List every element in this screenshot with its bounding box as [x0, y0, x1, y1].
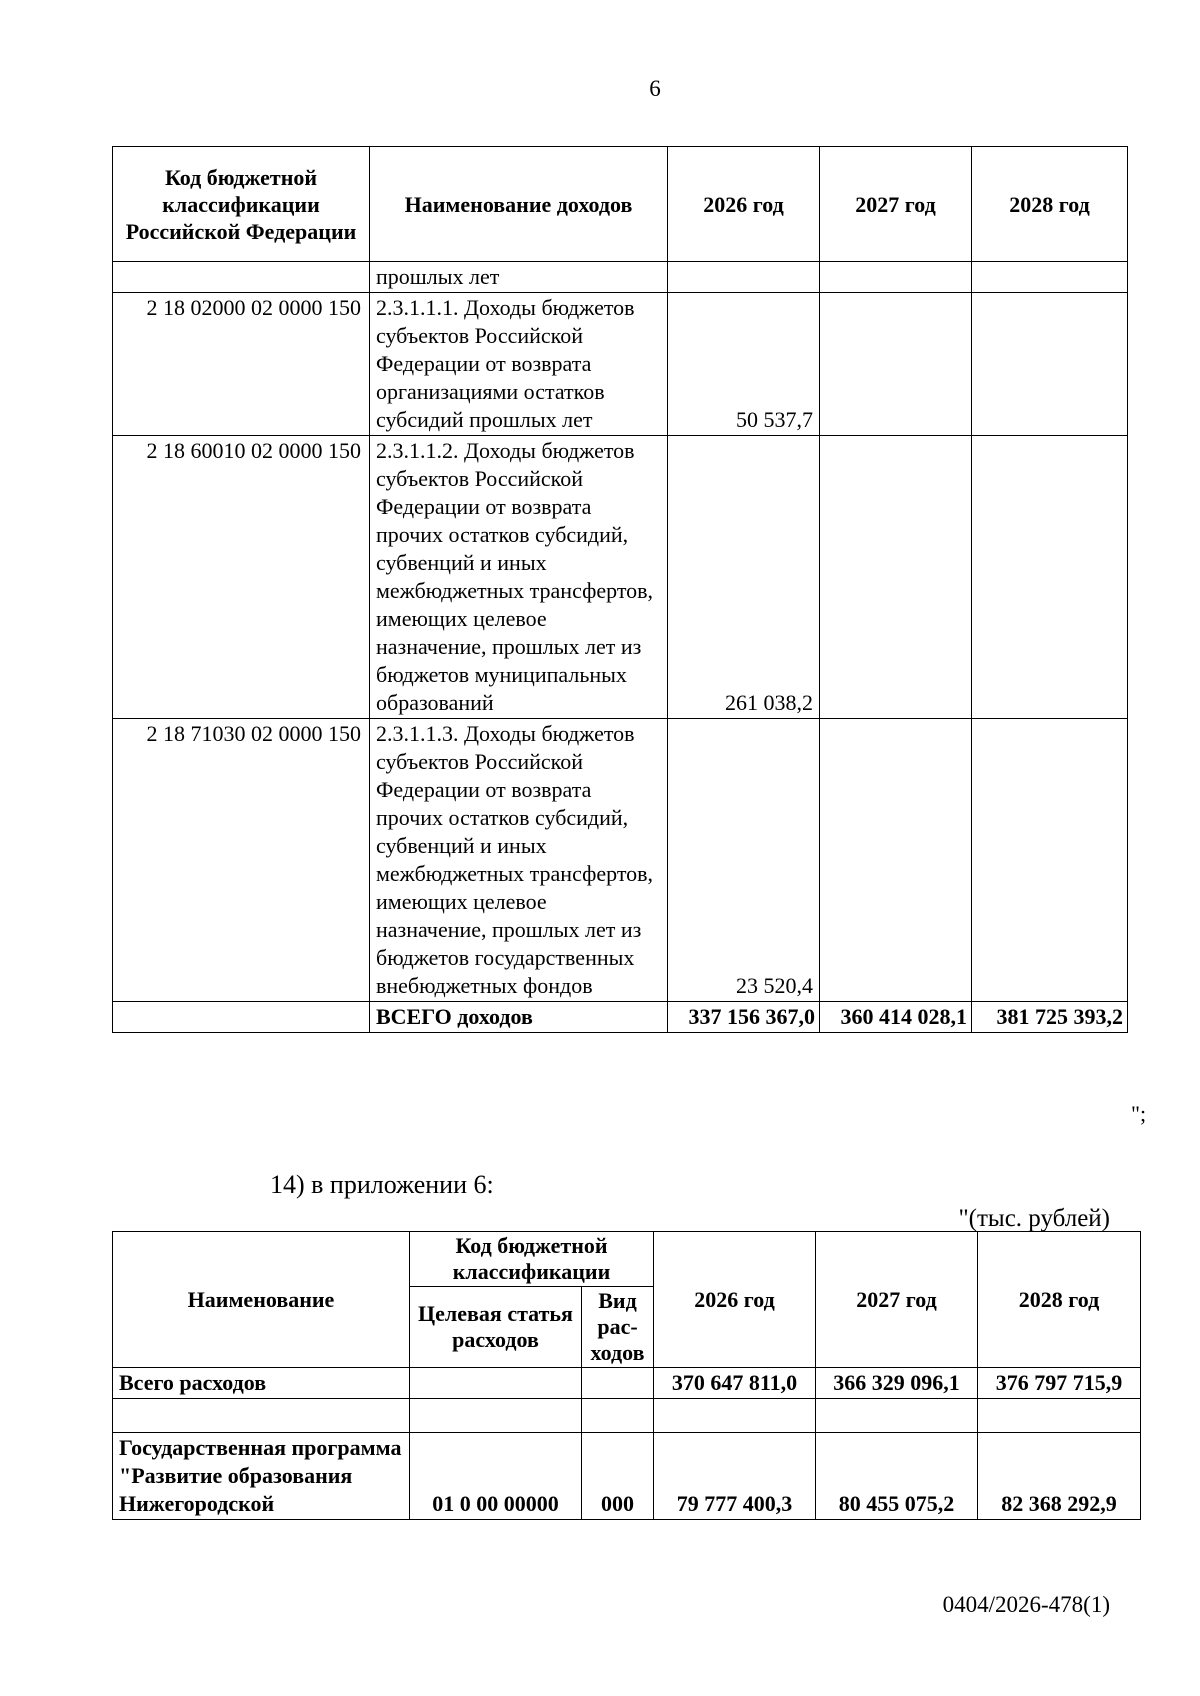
header-revenue-name: Наименование доходов — [370, 147, 668, 262]
table-row — [113, 1368, 1141, 1399]
row-2028 — [978, 1399, 1141, 1433]
row-code — [113, 262, 370, 293]
header-expense-type: Вид рас-ходов — [582, 1287, 654, 1368]
header-2026: 2026 год — [654, 1232, 816, 1368]
total-code — [113, 1002, 370, 1033]
row-code: 2 18 60010 02 0000 150 — [113, 436, 370, 719]
header-target-article: Целевая статья расходов — [410, 1287, 582, 1368]
revenue-total-row — [113, 1002, 1128, 1033]
row-2027: 366 329 096,1 — [816, 1368, 978, 1399]
row-2028: 82 368 292,9 — [978, 1433, 1141, 1520]
row-article: 01 0 00 00000 — [410, 1433, 582, 1520]
row-2027 — [816, 1399, 978, 1433]
row-2027 — [820, 719, 972, 1002]
revenue-table — [112, 146, 1128, 1033]
header-2028: 2028 год — [978, 1232, 1141, 1368]
table-row — [113, 293, 1128, 436]
row-code: 2 18 71030 02 0000 150 — [113, 719, 370, 1002]
units-note: "(тыс. рублей) — [958, 1205, 1110, 1232]
row-2028: 376 797 715,9 — [978, 1368, 1141, 1399]
row-2027 — [820, 262, 972, 293]
table-row — [113, 1433, 1141, 1520]
row-name: 2.3.1.1.3. Доходы бюджетов субъектов Российской Федерации от возврата прочих остатков субсидий, субвенций и иных межбюджетных трансфертов, имеющих целевое назначение, прошлых лет из бюджетов государственных внебюджетных фондов — [370, 719, 668, 1002]
header-2026: 2026 год — [668, 147, 820, 262]
row-article — [410, 1368, 582, 1399]
row-2028 — [972, 262, 1128, 293]
total-2027: 360 414 028,1 — [820, 1002, 972, 1033]
expense-header-row — [113, 1232, 1141, 1287]
row-2026: 23 520,4 — [668, 719, 820, 1002]
row-name: 2.3.1.1.2. Доходы бюджетов субъектов Российской Федерации от возврата прочих остатков субсидий, субвенций и иных межбюджетных трансфертов, имеющих целевое назначение, прошлых лет из бюджетов муниципальных образований — [370, 436, 668, 719]
table-row — [113, 1399, 1141, 1433]
table-row — [113, 719, 1128, 1002]
row-2027 — [820, 436, 972, 719]
header-2027: 2027 год — [820, 147, 972, 262]
total-label: ВСЕГО доходов — [370, 1002, 668, 1033]
row-2026: 370 647 811,0 — [654, 1368, 816, 1399]
row-name: Государственная программа "Развитие образования Нижегородской — [113, 1433, 410, 1520]
header-code-group: Код бюджетной классификации — [410, 1232, 654, 1287]
header-2027: 2027 год — [816, 1232, 978, 1368]
section-title: 14) в приложении 6: — [270, 1170, 494, 1199]
row-name: 2.3.1.1.1. Доходы бюджетов субъектов Российской Федерации от возврата организациями остатков субсидий прошлых лет — [370, 293, 668, 436]
row-type — [582, 1399, 654, 1433]
header-2028: 2028 год — [972, 147, 1128, 262]
row-code: 2 18 02000 02 0000 150 — [113, 293, 370, 436]
row-2026: 50 537,7 — [668, 293, 820, 436]
row-2026: 79 777 400,3 — [654, 1433, 816, 1520]
header-code: Код бюджетной классификации Российской Федерации — [113, 147, 370, 262]
expense-table — [112, 1231, 1141, 1520]
table-row — [113, 436, 1128, 719]
row-type: 000 — [582, 1433, 654, 1520]
row-2027: 80 455 075,2 — [816, 1433, 978, 1520]
row-2028 — [972, 719, 1128, 1002]
revenue-header-row — [113, 147, 1128, 262]
row-2027 — [820, 293, 972, 436]
row-name: прошлых лет — [370, 262, 668, 293]
total-2026: 337 156 367,0 — [668, 1002, 820, 1033]
row-2028 — [972, 436, 1128, 719]
row-2028 — [972, 293, 1128, 436]
row-name: Всего расходов — [113, 1368, 410, 1399]
document-code: 0404/2026-478(1) — [942, 1592, 1110, 1617]
header-expense-name: Наименование — [113, 1232, 410, 1368]
row-2026 — [654, 1399, 816, 1433]
page-number: 6 — [649, 76, 661, 101]
row-2026: 261 038,2 — [668, 436, 820, 719]
table-row — [113, 262, 1128, 293]
total-2028: 381 725 393,2 — [972, 1002, 1128, 1033]
row-article — [410, 1399, 582, 1433]
closing-quote: "; — [1131, 1101, 1147, 1126]
row-name — [113, 1399, 410, 1433]
row-type — [582, 1368, 654, 1399]
row-2026 — [668, 262, 820, 293]
